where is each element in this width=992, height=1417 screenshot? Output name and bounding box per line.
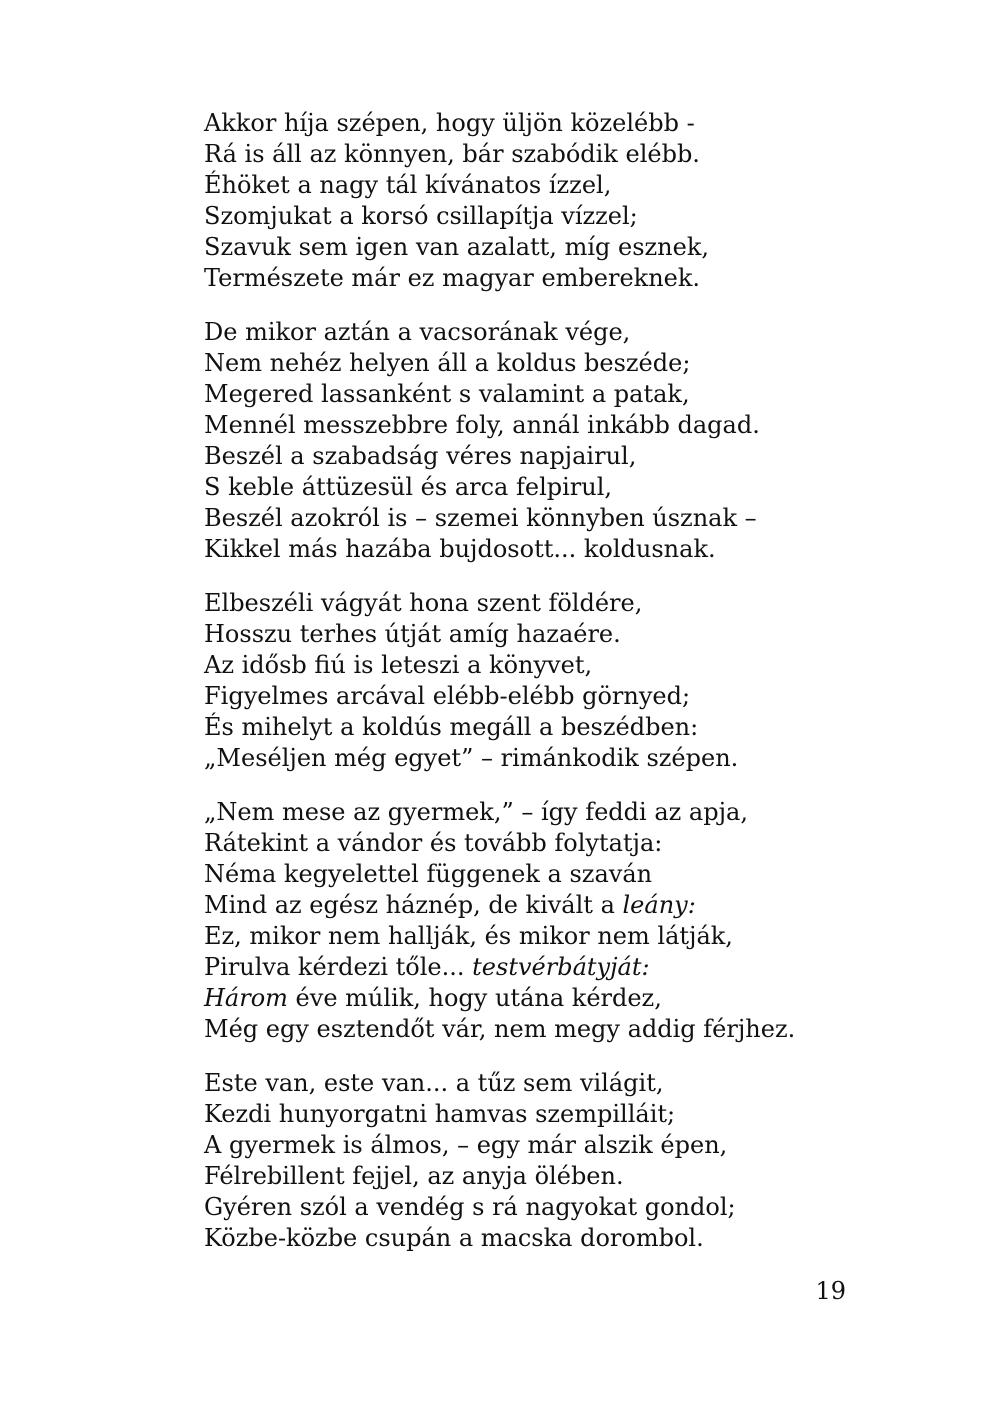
poem-line (204, 921, 904, 952)
line-text: És mihelyt a koldús megáll a beszédben: (204, 713, 699, 741)
poem-line (204, 232, 904, 263)
line-text: Az idősb fiú is leteszi a könyvet, (204, 651, 593, 679)
line-text: Kikkel más hazába bujdosott... koldusnak. (204, 535, 716, 563)
line-text: Rá is áll az könnyen, bár szabódik elébb. (204, 140, 700, 168)
poem-line (204, 108, 904, 139)
poem-line (204, 317, 904, 348)
line-text: Rátekint a vándor és tovább folytatja: (204, 829, 663, 857)
line-text: éve múlik, hogy utána kérdez, (287, 984, 662, 1012)
poem-line (204, 890, 904, 921)
poem-line (204, 859, 904, 890)
poem-line (204, 263, 904, 294)
line-text: Kezdi hunyorgatni hamvas szempilláit; (204, 1100, 676, 1128)
poem-line (204, 712, 904, 743)
line-text: Nem nehéz helyen áll a koldus beszéde; (204, 349, 691, 377)
line-text: Mind az egész háznép, de kivált a (204, 891, 623, 919)
line-text: De mikor aztán a vacsorának vége, (204, 318, 631, 346)
italic-text: Három (204, 984, 288, 1012)
poem-line (204, 743, 904, 774)
line-text: „Nem mese az gyermek,” – így feddi az apja, (204, 798, 748, 826)
page-number: 19 (815, 1277, 846, 1305)
stanza (204, 797, 904, 1045)
poem-line (204, 681, 904, 712)
stanza (204, 1068, 904, 1254)
line-text: A gyermek is álmos, – egy már alszik épen, (204, 1131, 728, 1159)
poem-line (204, 1099, 904, 1130)
line-text: „Meséljen még egyet” – rimánkodik szépen. (204, 744, 739, 772)
poem-line (204, 1130, 904, 1161)
line-text: Elbeszéli vágyát hona szent földére, (204, 589, 643, 617)
poem-line (204, 952, 904, 983)
poem-line (204, 828, 904, 859)
stanza (204, 108, 904, 294)
line-text: S keble áttüzesül és arca felpirul, (204, 473, 613, 501)
line-text: Természete már ez magyar embereknek. (204, 264, 701, 292)
line-text: Hosszu terhes útját amíg hazaére. (204, 620, 621, 648)
line-text: Gyéren szól a vendég s rá nagyokat gondol; (204, 1193, 736, 1221)
line-text: Este van, este van... a tűz sem világit, (204, 1069, 664, 1097)
poem-line (204, 983, 904, 1014)
poem-line (204, 650, 904, 681)
line-text: Beszél a szabadság véres napjairul, (204, 442, 637, 470)
poem-line (204, 1014, 904, 1045)
poem-line (204, 170, 904, 201)
poem-line (204, 503, 904, 534)
poem-line (204, 534, 904, 565)
poem-line (204, 619, 904, 650)
line-text: Éhöket a nagy tál kívánatos ízzel, (204, 171, 612, 199)
line-text: Félrebillent fejjel, az anyja ölében. (204, 1162, 624, 1190)
poem-line (204, 472, 904, 503)
italic-text: testvérbátyját: (472, 953, 650, 981)
poem-line (204, 1068, 904, 1099)
line-text: Mennél messzebbre foly, annál inkább dagad. (204, 411, 760, 439)
italic-text: leány: (622, 891, 696, 919)
poem-line (204, 348, 904, 379)
poem-line (204, 410, 904, 441)
line-text: Pirulva kérdezi tőle... (204, 953, 473, 981)
line-text: Szavuk sem igen van azalatt, míg esznek, (204, 233, 709, 261)
poem-line (204, 1161, 904, 1192)
poem-line (204, 379, 904, 410)
stanza (204, 317, 904, 565)
line-text: Figyelmes arcával elébb-elébb görnyed; (204, 682, 691, 710)
poem-line (204, 441, 904, 472)
line-text: Szomjukat a korsó csillapítja vízzel; (204, 202, 638, 230)
poem-line (204, 201, 904, 232)
line-text: Beszél azokról is – szemei könnyben úsznak – (204, 504, 757, 532)
poem-line (204, 588, 904, 619)
line-text: Néma kegyelettel függenek a szaván (204, 860, 653, 888)
poem-line (204, 797, 904, 828)
poem-text (204, 108, 904, 1277)
line-text: Közbe-közbe csupán a macska dorombol. (204, 1224, 704, 1252)
line-text: Megered lassanként s valamint a patak, (204, 380, 690, 408)
poem-line (204, 139, 904, 170)
line-text: Még egy esztendőt vár, nem megy addig férjhez. (204, 1015, 796, 1043)
stanza (204, 588, 904, 774)
line-text: Ez, mikor nem hallják, és mikor nem látják, (204, 922, 733, 950)
line-text: Akkor híja szépen, hogy üljön közelébb - (204, 109, 695, 137)
poem-line (204, 1223, 904, 1254)
poem-line (204, 1192, 904, 1223)
